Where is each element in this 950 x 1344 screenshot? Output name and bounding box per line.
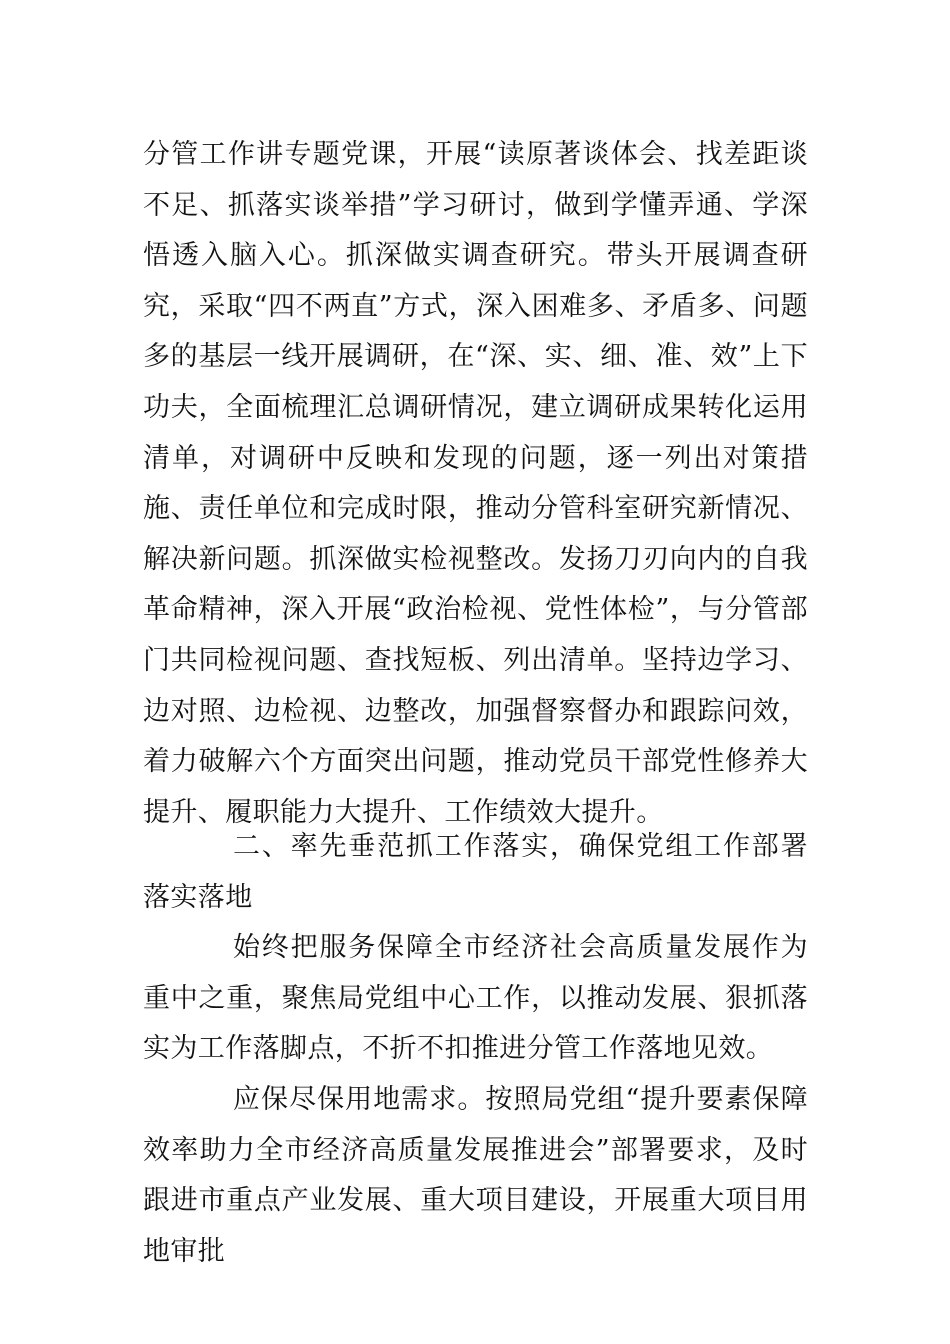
section-intro-paragraph: 始终把服务保障全市经济社会高质量发展作为重中之重，聚焦局党组中心工作，以推动发展、狠抓落实为工作落脚点，不折不扣推进分管工作落地见效。 bbox=[143, 932, 808, 1065]
body-paragraph-continued: 分管工作讲专题党课，开展“读原著谈体会、找差距谈不足、抓落实谈举措”学习研讨，做到学懂弄通、学深悟透入脑入心。抓深做实调查研究。带头开展调查研究，采取“四不两直”方式，深入困难多、矛盾多、问题多的基层一线开展调研，在“深、实、细、准、效”上下功夫，全面梳理汇总调研情况，建立调研成果转化运用清单，对调研中反映和发现的问题，逐一列出对策措施、责任单位和完成时限，推动分管科室研究新情况、解决新问题。抓深做实检视整改。发扬刀刃向内的自我革命精神，深入开展“政治检视、党性体检”，与分管部门共同检视问题、查找短板、列出清单。坚持边学习、边对照、边检视、边整改，加强督察督办和跟踪问效，着力破解六个方面突出问题，推动党员干部党性修养大提升、履职能力大提升、工作绩效大提升。 bbox=[143, 139, 808, 828]
body-paragraph: 应保尽保用地需求。按照局党组“提升要素保障效率助力全市经济高质量发展推进会”部署要求，及时跟进市重点产业发展、重大项目建设，开展重大项目用地审批 bbox=[143, 1084, 808, 1267]
section-heading: 二、率先垂范抓工作落实，确保党组工作部署落实落地 bbox=[143, 831, 808, 913]
